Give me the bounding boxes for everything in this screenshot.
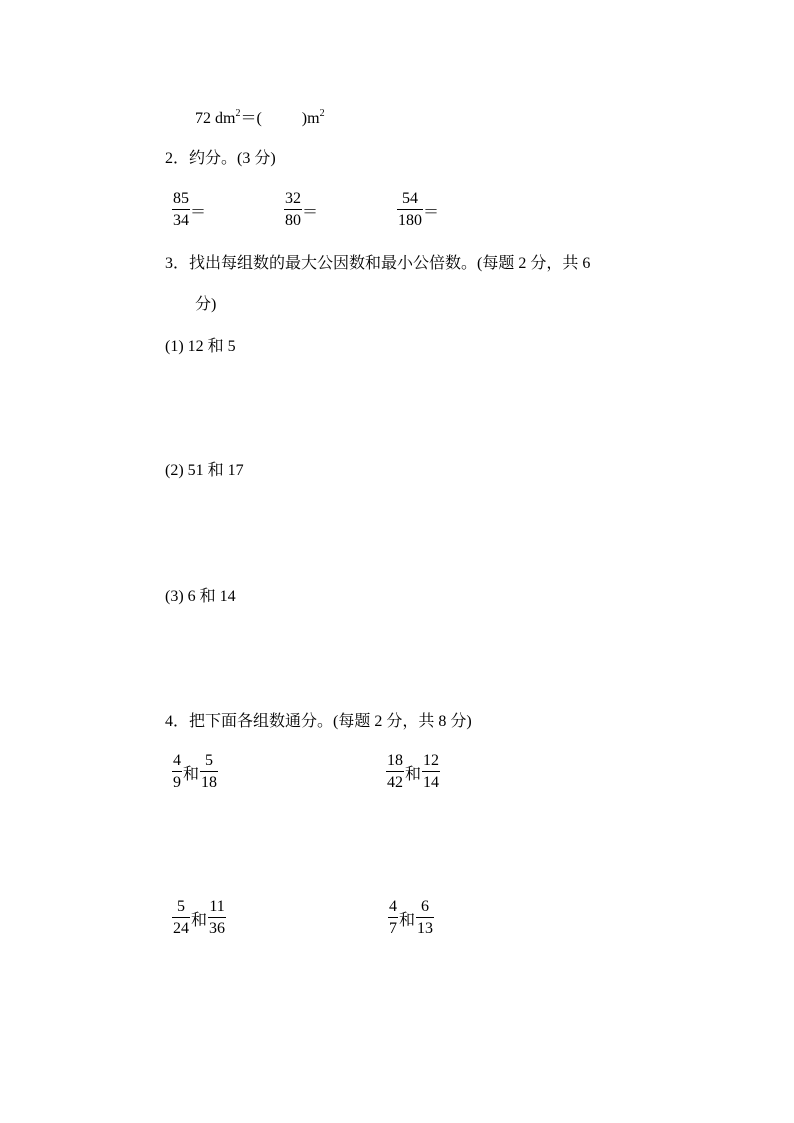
q2-fraction-2: [284, 190, 318, 230]
denominator: 42: [386, 771, 404, 792]
fraction: [397, 190, 423, 230]
denominator: 18: [200, 771, 218, 792]
conversion-rhs-unit: m: [307, 110, 320, 127]
q2-fraction-3: [397, 190, 439, 230]
q2-fraction-1: [172, 190, 206, 230]
fraction: [172, 190, 190, 230]
connector-he: 和: [183, 765, 200, 783]
numerator: 54: [402, 190, 418, 207]
numerator: 18: [387, 752, 403, 769]
conversion-close-paren: ): [301, 110, 308, 127]
conversion-lhs-unit: dm: [215, 110, 236, 127]
numerator: 11: [209, 898, 225, 915]
denominator: 34: [172, 209, 190, 230]
q4-heading: 4．把下面各组数通分。(每题 2 分，共 8 分): [165, 713, 472, 730]
equals-sign: ＝: [302, 203, 319, 221]
conversion-lhs-number: 72: [195, 110, 211, 127]
numerator: 4: [389, 898, 397, 915]
q2-heading: 2．约分。(3 分): [165, 150, 276, 167]
unit-conversion-line: [195, 109, 325, 129]
q3-item-3: (3) 6 和 14: [165, 588, 236, 605]
numerator: 5: [177, 898, 185, 915]
q3-item-1: (1) 12 和 5: [165, 338, 236, 355]
fraction-a: [388, 898, 398, 938]
q3-heading-line1: 3．找出每组数的最大公因数和最小公倍数。(每题 2 分，共 6: [165, 255, 591, 272]
conversion-rhs-exponent: 2: [319, 108, 325, 119]
fraction-a: [172, 752, 182, 792]
q4-pair-1: [172, 752, 218, 792]
fraction-b: [208, 898, 226, 938]
q4-pair-4: [388, 898, 434, 938]
numerator: 12: [423, 752, 440, 769]
numerator: 32: [285, 190, 301, 207]
denominator: 13: [416, 917, 434, 938]
conversion-equals: ＝: [240, 110, 257, 127]
fraction: [284, 190, 302, 230]
denominator: 180: [397, 209, 423, 230]
numerator: 6: [421, 898, 430, 915]
connector-he: 和: [191, 911, 208, 929]
denominator: 9: [172, 771, 182, 792]
q3-item-2: (2) 51 和 17: [165, 462, 244, 479]
conversion-lhs-exponent: 2: [235, 108, 241, 119]
fraction-b: [422, 752, 440, 792]
equals-sign: ＝: [190, 203, 207, 221]
denominator: 24: [172, 917, 190, 938]
numerator: 85: [173, 190, 189, 207]
connector-he: 和: [405, 765, 422, 783]
denominator: 80: [284, 209, 302, 230]
denominator: 7: [388, 917, 398, 938]
denominator: 36: [208, 917, 226, 938]
connector-he: 和: [399, 911, 416, 929]
numerator: 4: [173, 752, 181, 769]
fraction-b: [416, 898, 434, 938]
fraction-a: [172, 898, 190, 938]
fraction-b: [200, 752, 218, 792]
q3-heading-line2: 分): [195, 296, 217, 313]
denominator: 14: [422, 771, 440, 792]
q4-pair-2: [386, 752, 440, 792]
conversion-open-paren: (: [256, 110, 262, 127]
equals-sign: ＝: [423, 203, 440, 221]
q4-pair-3: [172, 898, 226, 938]
numerator: 5: [205, 752, 214, 769]
fraction-a: [386, 752, 404, 792]
